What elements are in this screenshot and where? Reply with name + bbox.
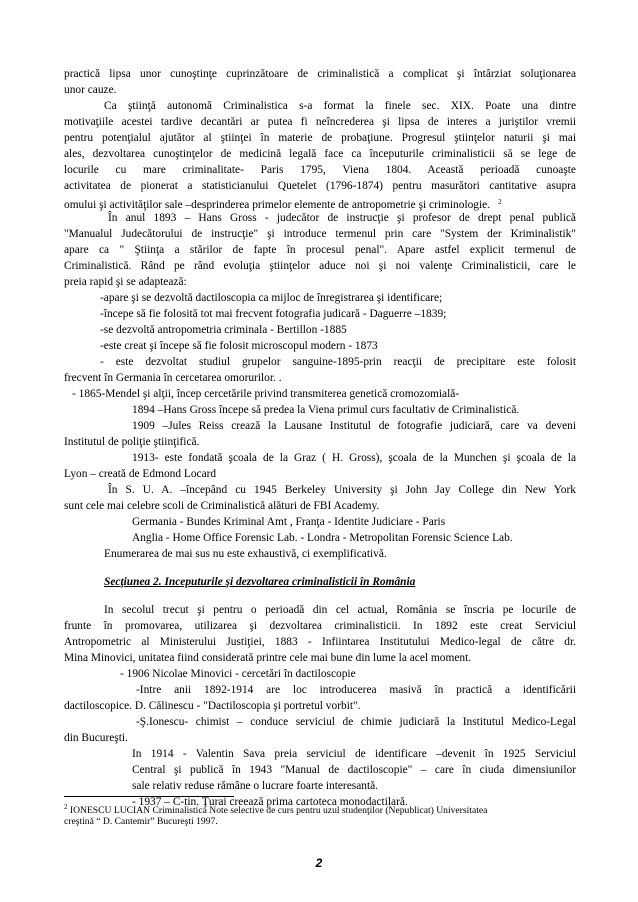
text-line: frunte în promovarea, utilizarea şi dezvoltarea criminalisticii. In 1892 este creat Serviciul (64, 620, 576, 632)
text-line: -Ş.Ionescu- chimist – conduce serviciul de chimie judiciară la Institutul Medico-Legal (136, 716, 576, 728)
text-line: In secolul trecut şi pentru o perioadă din cel actual, România se înscria pe locurile de (104, 604, 576, 616)
text-line: Lyon – creată de Edmond Locard (64, 468, 217, 480)
text-line: practică lipsa unor cunoştinţe cuprinzătoare de criminalistică a complicat şi întârziat soluţionarea (64, 68, 576, 80)
text-line: Enumerarea de mai sus nu este exhaustivă, ci exemplificativă. (104, 548, 387, 560)
text-line: In 1914 - Valentin Sava preia serviciul de identificare –devenit în 1925 Serviciul (132, 748, 576, 760)
text-line: - 1937 – C-tin. Ţurai creează prima cartoteca monodactilară. (132, 796, 408, 808)
text-line: omului şi activităţilor sale –desprinderea primelor elemente de antropometrie şi criminologie. $^2$ (64, 198, 502, 211)
text-line: sunt cele mai celebre scoli de Criminalistică alături de FBI Academy. (64, 500, 380, 512)
text-line: 1894 –Hans Gross începe să predea la Viena primul curs facultativ de Criminalistică. (132, 404, 520, 416)
text-line: Germania - Bundes Kriminal Amt , Franţa - Identite Judiciare - Paris (132, 516, 446, 528)
footnote-mark: 2 (64, 803, 68, 811)
page-number: 2 (315, 856, 323, 870)
text-line: În anul 1893 – Hans Gross - judecător de instrucţie şi profesor de drept penal publică (108, 212, 576, 224)
text-line: activitatea de pionerat a statisticianului Quetelet (1796-1874) pentru masurători cantitative asupra (64, 180, 576, 192)
text-line: sale relativ reduse rămâne o lucrare foarte interesantă. (132, 780, 379, 792)
text-line: Ca ştiinţă autonomă Criminalistica s-a format la finele sec. XIX. Poate una dintre (104, 100, 576, 112)
text-line: - 1906 Nicolae Minovici - cercetări în dactiloscopie (120, 668, 356, 680)
text-line: apare ca " Ştiinţa a stărilor de fapte în procesul penal". Apare astfel explicit termenul de (64, 244, 576, 256)
text-line: motivaţiile acestei tardive decantări ar putea fi neîncrederea şi lipsa de interes a juriştilor vremii (64, 116, 576, 128)
footnote-separator (64, 796, 234, 797)
text-line: Anglia - Home Office Forensic Lab. - Londra - Metropolitan Forensic Science Lab. (132, 532, 513, 544)
section-heading-title: Inceputurile şi dezvoltarea criminalisticii în România (161, 576, 416, 588)
text-line: Central şi publică în 1943 "Manual de dactiloscopie" – care în ciuda dimensiunilor (132, 764, 576, 776)
text-line: ales, dezvoltarea cunoştinţelor de medicină legală face ca începuturile criminalisticii să se lege de (64, 148, 576, 160)
text-line: În S. U. A. –începând cu 1945 Berkeley University şi John Jay College din New York (108, 484, 576, 496)
footnote-line-2: creştină “ D. Cantemir” Bucureşti 1997. (64, 816, 218, 827)
text-line: pentru potenţialul ajutător al ştiinţei în materie de probaţiune. Progresul ştiinţelor naturii şi mai (64, 132, 576, 144)
section-heading-prefix: Secţiunea 2. (104, 576, 162, 588)
text-line: - este dezvoltat studiul grupelor sanguine-1895-prin reacţii de precipitare este folosit (100, 356, 576, 368)
text-line: Institutul de poliţie ştiinţifică. (64, 436, 200, 448)
text-line: dactiloscopice. D. Călinescu - "Dactiloscopia şi portretul vorbit". (64, 700, 361, 712)
text-line: din Bucureşti. (64, 732, 128, 744)
text-line: - 1865-Mendel şi alţii, încep cercetările privind transmiterea genetică cromozomială- (72, 388, 460, 400)
text-line: locurile cu mare criminalitate- Paris 1795, Viena 1804. Această perioadă cunoaşte (64, 164, 576, 176)
text-line: -începe să fie folosită tot mai frecvent fotografia judicară - Daguerre –1839; (100, 308, 447, 320)
text-line: "Manualul Judecătorului de instrucţie" şi introduce termenul prin care "System der Kriminalistik" (64, 228, 576, 240)
text-line: -apare şi se dezvoltă dactiloscopia ca mijloc de înregistrarea şi identificare; (100, 292, 443, 304)
text-line: -Intre anii 1892-1914 are loc introducerea masivă în practică a identificării (136, 684, 576, 696)
footnote-line-1: $^2$ IONESCU LUCIAN Criminalistica Note selective de curs pentru uzul studenţilor (Nepublicat) Universitatea (64, 803, 488, 816)
text-line: 1909 –Jules Reiss crează la Lausane Institutul de fotografie judiciară, care va deveni (132, 420, 576, 432)
text-line: Antropometric al Ministerului Justiţiei, 1883 - Infiintarea Institutului Medico-legal de către dr. (64, 636, 576, 648)
text-line: unor cauze. (64, 84, 117, 96)
text-line: Mina Minovici, unitatea fiind considerată printre cele mai bune din lume la acel moment. (64, 652, 472, 664)
footnote-ref[interactable]: 2 (498, 198, 502, 206)
text-line: preia rapid şi se adaptează: (64, 276, 187, 288)
text-line: 1913- este fondată şcoala de la Graz ( H. Gross), şcoala de la Munchen şi şcoala de la (132, 452, 576, 464)
text-line: Criminalistică. Rând pe rând evoluţia ştiinţelor aduce noi şi noi valenţe Criminalisticii, care le (64, 260, 576, 272)
text-line: -se dezvoltă antropometria criminala - Bertillon -1885 (100, 324, 347, 336)
text-line: -este creat şi începe să fie folosit microscopul modern - 1873 (100, 340, 378, 352)
text-line: frecvent în Germania în cercetarea omorurilor. . (64, 372, 282, 384)
section-heading (104, 574, 616, 590)
